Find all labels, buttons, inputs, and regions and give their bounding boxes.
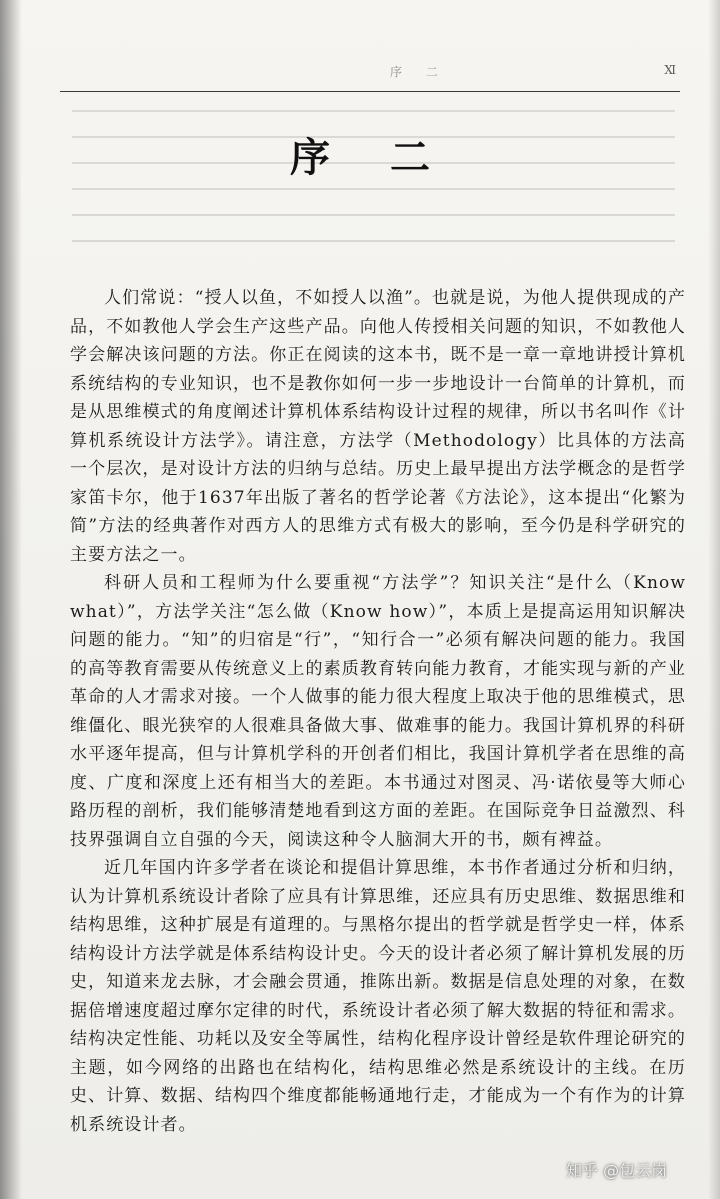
paragraph: 人们常说：“授人以鱼，不如授人以渔”。也就是说，为他人提供现成的产品，不如教他人学会生产这些产品。向他人传授相关问题的知识，不如教他人学会解决该问题的方法。你正在阅读的这本书，既不是一章一章地讲授计算机系统结构的专业知识，也不是教你如何一步一步地设计一台简单的计算机，而是从思维模式的角度阐述计算机体系结构设计过程的规律，所以书名叫作《计算机系统设计方法学》。请注意，方法学（Methodology）比具体的方法高一个层次，是对设计方法的归纳与总结。历史上最早提出方法学概念的是哲学家笛卡尔，他于1637年出版了著名的哲学论著《方法论》，这本提出“化繁为简”方法的经典著作对西方人的思维方式有极大的影响，至今仍是科学研究的主要方法之一。 bbox=[70, 288, 686, 565]
running-head: 序 二 bbox=[390, 65, 448, 79]
body-text bbox=[70, 284, 686, 1139]
paragraph: 近几年国内许多学者在谈论和提倡计算思维，本书作者通过分析和归纳，认为计算机系统设计者除了应具有计算思维，还应具有历史思维、数据思维和结构思维，这种扩展是有道理的。与黑格尔提出的哲学就是哲学史一样，体系结构设计方法学就是体系结构设计史。今天的设计者必须了解计算机发展的历史，知道来龙去脉，才会融会贯通，推陈出新。数据是信息处理的对象，在数据倍增速度超过摩尔定律的时代，系统设计者必须了解大数据的特征和需求。结构决定性能、功耗以及安全等属性，结构化程序设计曾经是软件理论研究的主题，如今网络的出路也在结构化，结构思维必然是系统设计的主线。在历史、计算、数据、结构四个维度都能畅通地行走，才能成为一个有作为的计算机系统设计者。 bbox=[70, 858, 686, 1135]
page-header bbox=[60, 55, 680, 92]
watermark: 知乎 @包云岗 bbox=[566, 1161, 668, 1180]
page-title: 序二 bbox=[290, 134, 490, 181]
paragraph: 科研人员和工程师为什么要重视“方法学”？知识关注“是什么（Know what）”，方法学关注“怎么做（Know how）”，本质上是提高运用知识解决问题的能力。“知”的归宿是“行”，“知行合一”必须有解决问题的能力。我国的高等教育需要从传统意义上的素质教育转向能力教育，才能实现与新的产业革命的人才需求对接。一个人做事的能力很大程度上取决于他的思维模式，思维僵化、眼光狭窄的人很难具备做大事、做难事的能力。我国计算机界的科研水平逐年提高，但与计算机学科的开创者们相比，我国计算机学者在思维的高度、广度和深度上还有相当大的差距。本书通过对图灵、冯·诺依曼等大师心路历程的剖析，我们能够清楚地看到这方面的差距。在国际竞争日益激烈、科技界强调自立自强的今天，阅读这种令人脑洞大开的书，颇有裨益。 bbox=[70, 573, 686, 850]
page-number: Ⅺ bbox=[664, 63, 676, 77]
